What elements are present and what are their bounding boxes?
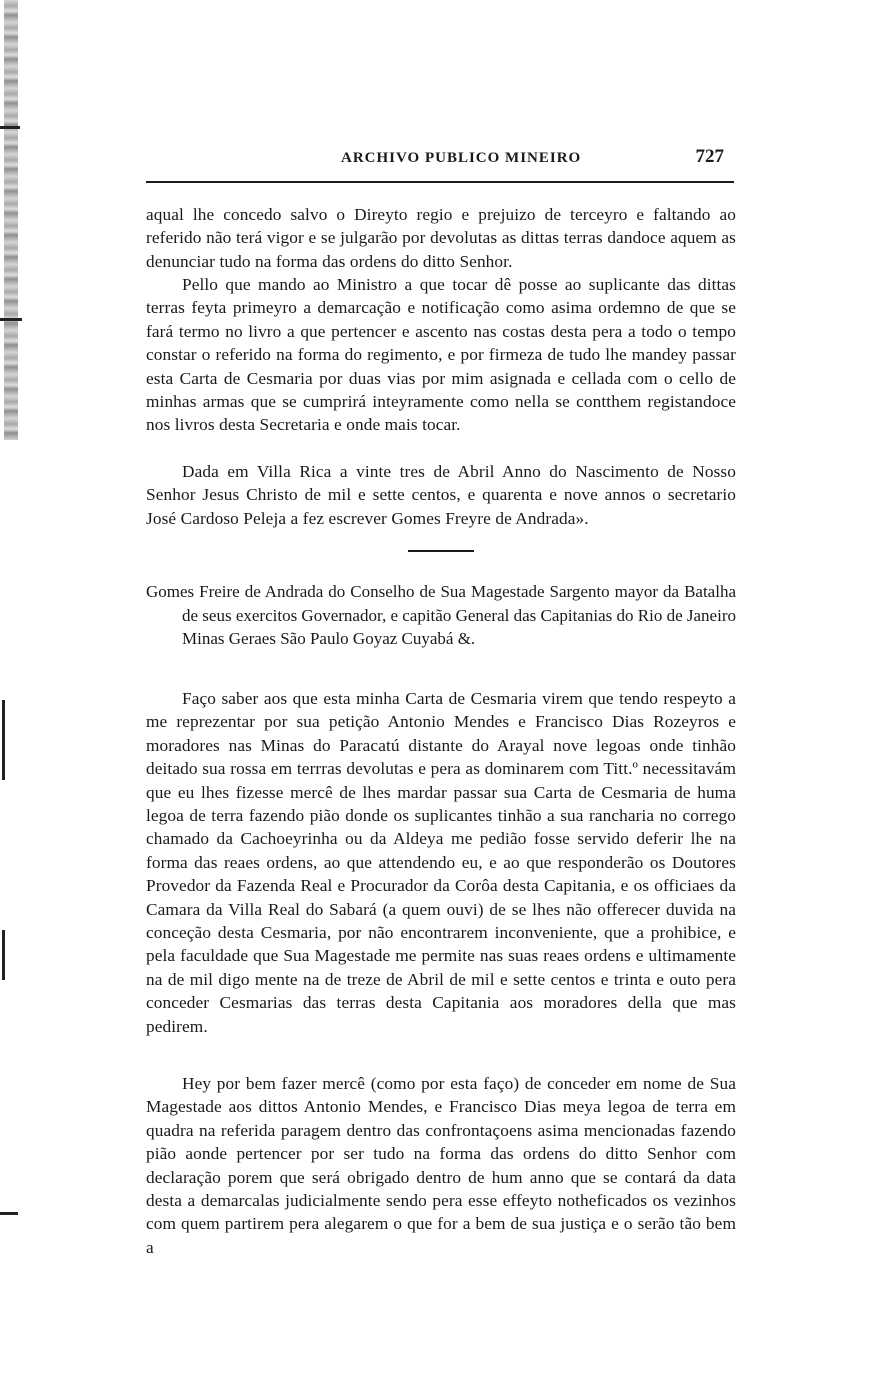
paragraph: Dada em Villa Rica a vinte tres de Abril Anno do Nascimento de Nosso Senhor Jesus Christo de mil e sette centos, e quarenta e nove annos o secretario José Cardoso Peleja a fez escrever Gomes Freyre de Andrada». — [146, 462, 736, 528]
paragraph: Faço saber aos que esta minha Carta de Cesmaria virem que tendo respeyto a me reprezentar por sua petição Antonio Mendes e Francisco Dias Rozeyros e moradores nas Minas do Paracatú distante do Arayal nove legoas onde tinhão deitado sua rossa em terrras devolutas e pera as dominarem com Titt.º necessitavám que eu lhes fizesse mercê de lhes mardar passar sua Carta de Cesmaria de huma legoa de terra fazendo pião donde os suplicantes tinhão a sua rancharia no corrego chamado da Cachoeyrinha ou da Aldeya me pedião fosse servido deferir lhe na forma das reaes ordens, ao que attendendo eu, e ao que responderão os Doutores Provedor da Fazenda Real e Procurador da Corôa desta Capitania, e os officiaes da Camara da Villa Real do Sabará (a quem ouvi) de se lhes não offerecer duvida na conceção desta Cesmaria, por não encontrarem inconveniente, que a prohibice, e pela faculdade que Sua Magestade me permite nas suas reaes ordens e ultimamente na de mil digo mente na de treze de Abril de mil e sette centos e trinta e outo pera conceder Cesmarias das terras desta Capitania aos moradores della que mas pedirem. — [146, 689, 736, 1036]
page-header — [146, 146, 734, 180]
running-title: ARCHIVO PUBLICO MINEIRO — [341, 150, 582, 166]
paragraph: Hey por bem fazer mercê (como por esta faço) de conceder em nome de Sua Magestade aos dittos Antonio Mendes, e Francisco Dias meya legoa de terra em quadra na referida paragem dentro das confrontaçoens asima mencionadas fazendo pião aonde pertencer por ser tudo na forma das ordens do ditto Senhor com declaração porem que será obrigado dentro de hum anno que se contará da data desta a demarcalas judicialmente sendo pera esse effeyto notheficados os vezinhos com quem partirem pera alegarem o que for a bem de sua justiça e o serão tão bem a — [146, 1074, 736, 1257]
section-divider — [408, 550, 474, 552]
binding-shadow-strip — [4, 0, 18, 440]
binding-mark — [2, 700, 5, 780]
binding-mark — [0, 1212, 18, 1215]
paragraph: Pello que mando ao Ministro a que tocar dê posse ao suplicante das dittas terras feyta primeyro a demarcação e notificação como asima ordemno de que se fará termo no livro a que pertencer e ascento nas costas desta pera a todo o tempo constar o referido na forma do regimento, e por firmeza de tudo lhe mandey passar esta Carta de Cesmaria por duas vias por mim asignada e cellada com o cello de minhas armas que se cumprirá inteyramente como nella se contthem registandoce nos livros desta Secretaria e onde mais tocar. — [146, 275, 736, 435]
paragraph-continuation: aqual lhe concedo salvo o Direyto regio e prejuizo de terceyro e faltando ao referido não terá vigor e se julgarão por devolutas as dittas terras dandoce aquem as denunciar tudo na forma das ordens do ditto Senhor. — [146, 205, 736, 271]
document-heading: Gomes Freire de Andrada do Conselho de Sua Magestade Sargento mayor da Batalha de seus exercitos Governador, e capitão General das Capitanias do Rio de Janeiro Minas Geraes São Paulo Goyaz Cuyabá &. — [146, 582, 736, 648]
header-rule — [146, 181, 734, 183]
page-binding-edge — [0, 0, 26, 1377]
binding-mark — [0, 126, 20, 129]
binding-mark — [2, 930, 5, 980]
binding-mark — [0, 318, 22, 321]
page-number: 727 — [695, 146, 724, 167]
